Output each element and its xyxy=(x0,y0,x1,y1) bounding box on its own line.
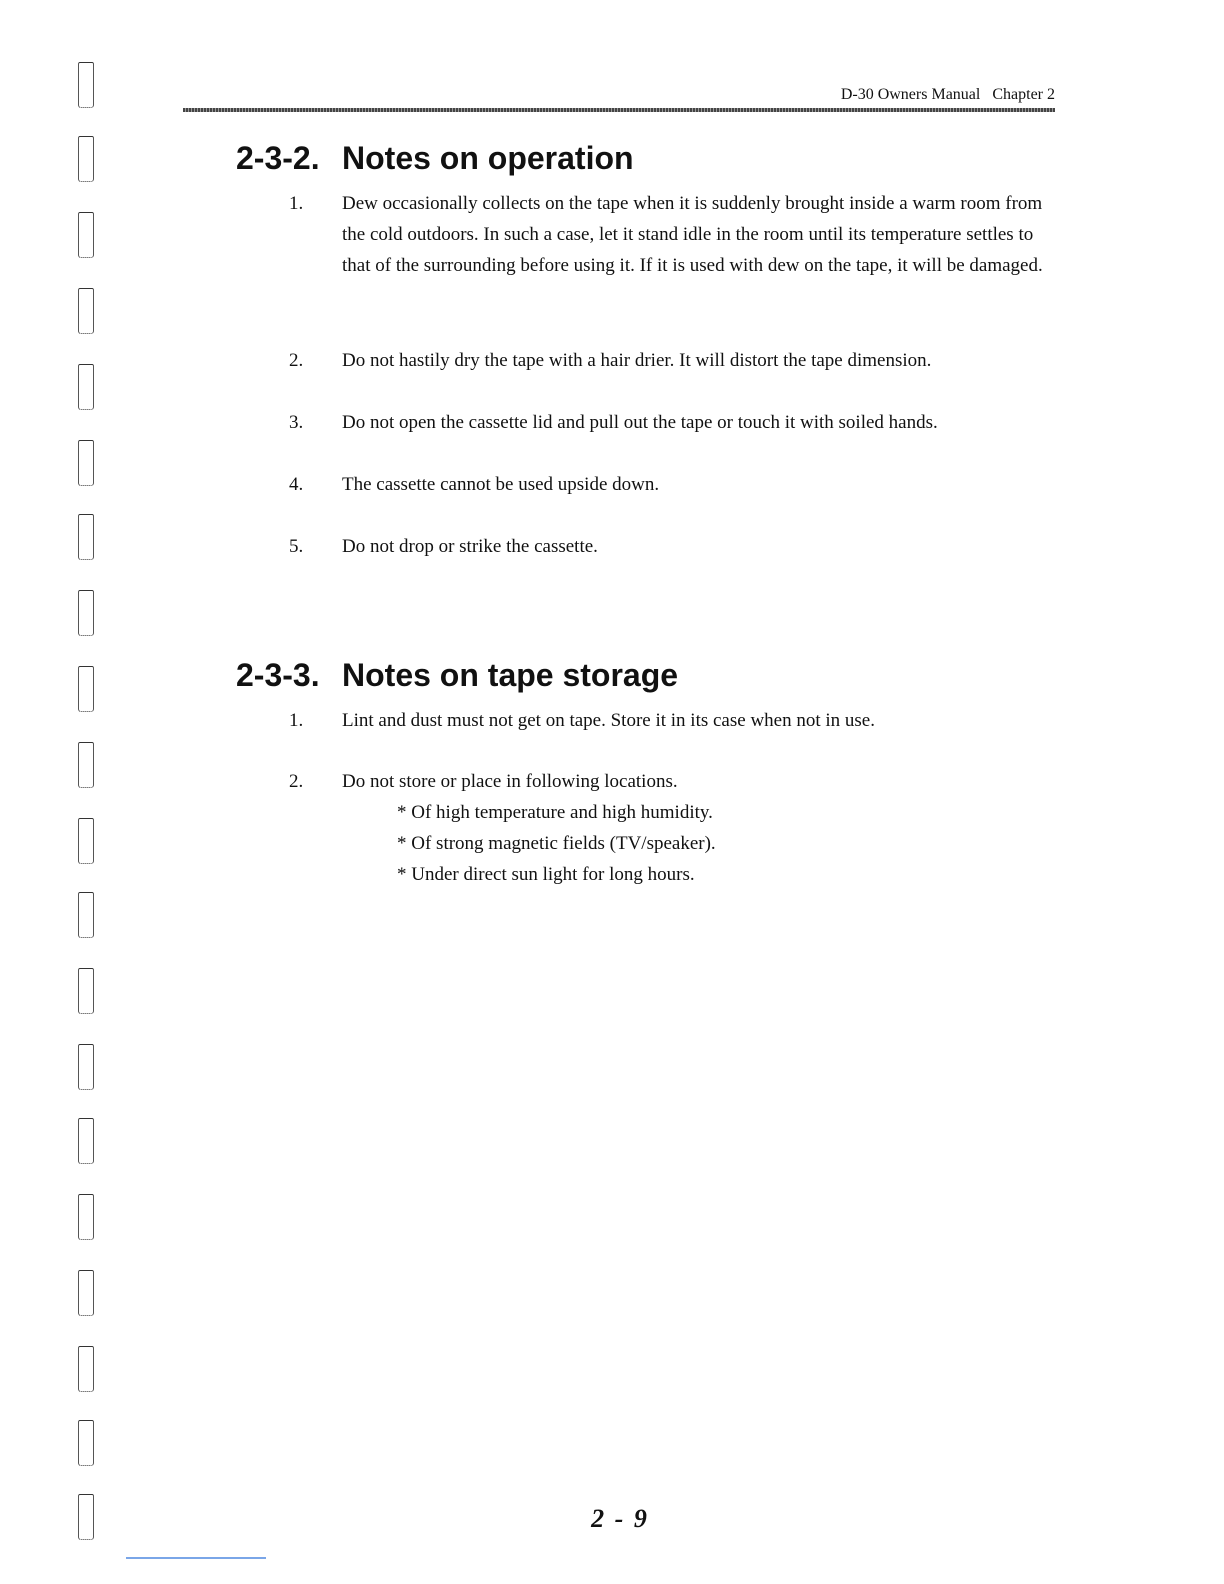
list-item xyxy=(289,531,1059,562)
binding-hole xyxy=(78,818,94,864)
binding-hole xyxy=(78,136,94,182)
section-title: Notes on tape storage xyxy=(342,657,679,693)
list-item-number: 4. xyxy=(289,474,304,495)
binding-hole xyxy=(78,590,94,636)
section-number: 2-3-3. xyxy=(236,657,320,693)
list-item-text: Do not hastily dry the tape with a hair drier. It will distort the tape dimension. xyxy=(342,350,932,371)
binding-hole xyxy=(78,1270,94,1316)
list-item xyxy=(289,705,1059,736)
list-item-number: 2. xyxy=(289,350,304,371)
list-item-text: Do not drop or strike the cassette. xyxy=(342,536,598,557)
binding-hole xyxy=(78,1494,94,1540)
binding-hole xyxy=(78,968,94,1014)
list-item-text: The cassette cannot be used upside down. xyxy=(342,474,660,495)
binding-hole xyxy=(78,440,94,486)
list-item xyxy=(289,469,1059,500)
header-manual-title: D-30 Owners Manual xyxy=(840,86,981,103)
binding-hole xyxy=(78,364,94,410)
list-item-text: Do not store or place in following locations. xyxy=(342,771,678,792)
list-item-number: 2. xyxy=(289,771,304,792)
binding-hole xyxy=(78,892,94,938)
list-item-number: 3. xyxy=(289,412,304,433)
section-heading-operation xyxy=(236,140,634,177)
binding-hole xyxy=(78,742,94,788)
sub-list-item: * Under direct sun light for long hours. xyxy=(397,864,695,885)
binding-hole xyxy=(78,514,94,560)
section-title: Notes on operation xyxy=(342,140,634,176)
binding-hole xyxy=(78,1346,94,1392)
list-item xyxy=(289,188,1059,281)
binding-hole xyxy=(78,1118,94,1164)
list-item-number: 5. xyxy=(289,536,304,557)
header-rule xyxy=(183,108,1055,112)
binding-hole xyxy=(78,212,94,258)
list-item-text: Do not open the cassette lid and pull out the tape or touch it with soiled hands. xyxy=(342,412,938,433)
list-item xyxy=(289,407,1059,438)
section-number: 2-3-2. xyxy=(236,140,320,176)
binding-hole xyxy=(78,1194,94,1240)
bottom-line xyxy=(126,1557,266,1559)
sub-list-item: * Of high temperature and high humidity. xyxy=(397,802,713,823)
list-item-text: Lint and dust must not get on tape. Store it in its case when not in use. xyxy=(342,710,875,731)
binding-hole xyxy=(78,666,94,712)
binding-hole xyxy=(78,288,94,334)
section-heading-tape-storage xyxy=(236,657,678,694)
header-chapter: Chapter 2 xyxy=(992,86,1055,103)
binding-hole xyxy=(78,1420,94,1466)
binding-hole xyxy=(78,1044,94,1090)
list-item xyxy=(289,766,1059,890)
sub-list-item: * Of strong magnetic fields (TV/speaker). xyxy=(397,833,716,854)
running-header xyxy=(183,86,1055,104)
list-item-number: 1. xyxy=(289,193,304,214)
list-item xyxy=(289,345,1059,376)
binding-hole xyxy=(78,62,94,108)
page-number: 2 - 9 xyxy=(591,1504,649,1533)
list-item-text: Dew occasionally collects on the tape when it is suddenly brought inside a warm room from the cold outdoors. In such a case, let it stand idle in the room until its temperature settles to that of the surrounding before using it. If it is used with dew on the tape, it will be damaged. xyxy=(342,193,1043,276)
binding-holes xyxy=(78,0,98,1584)
list-item-number: 1. xyxy=(289,710,304,731)
